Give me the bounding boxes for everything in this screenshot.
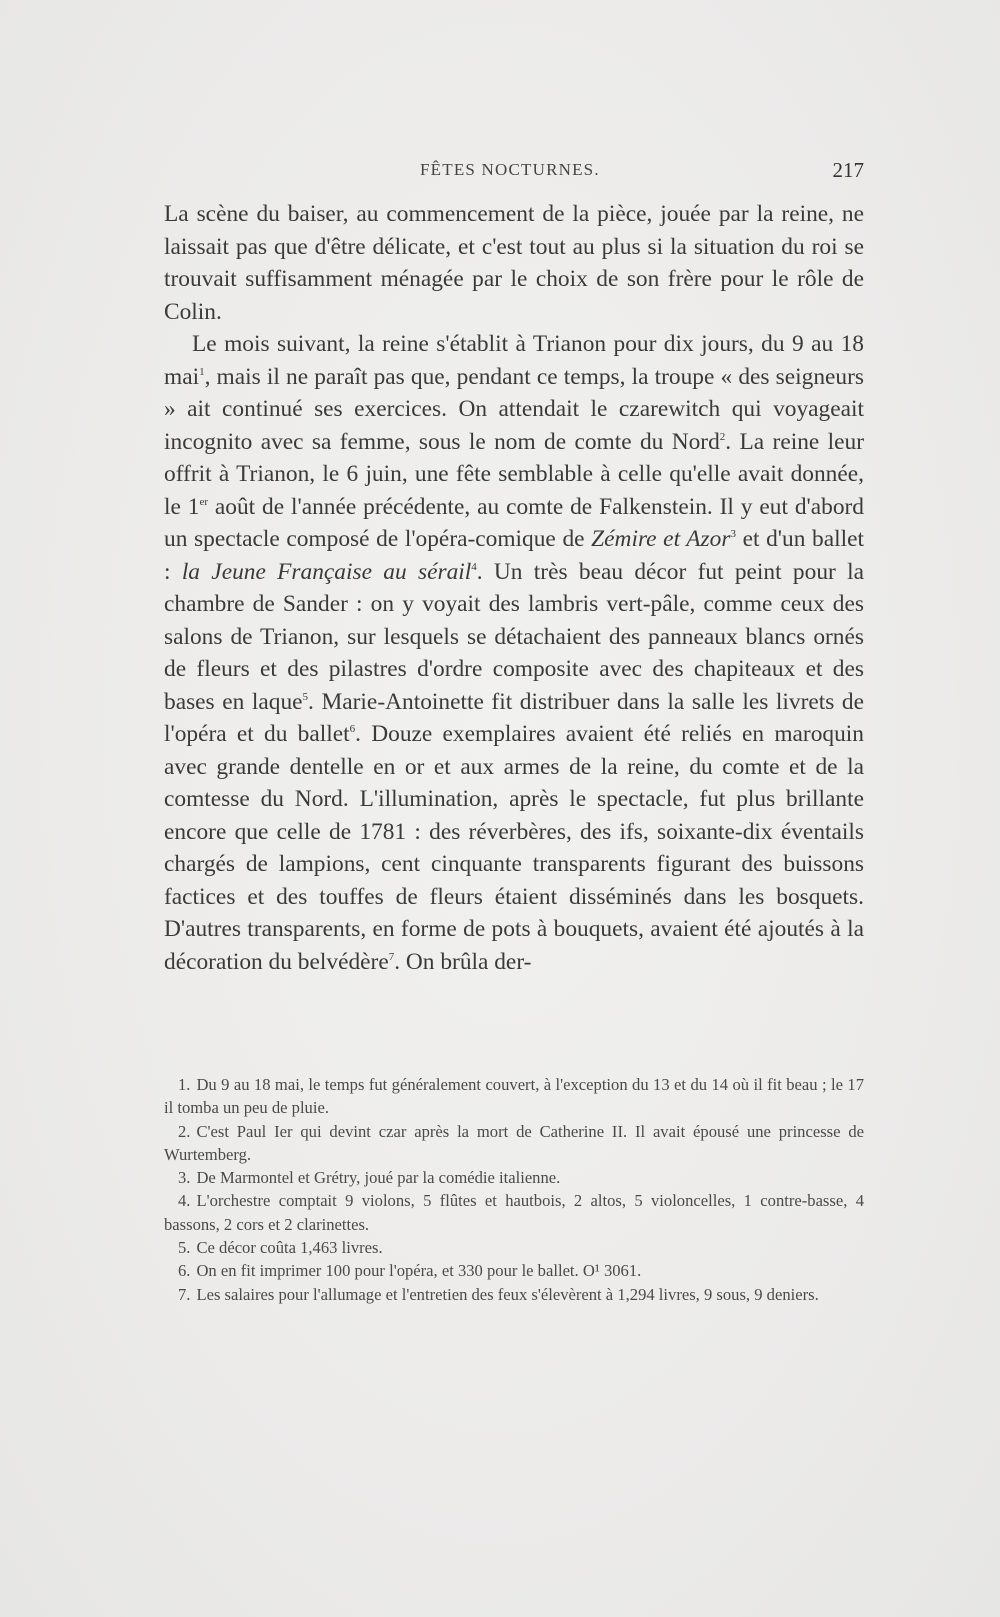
footnote-ref-5: 5 bbox=[302, 690, 309, 703]
text-run: et d'un ballet : bbox=[164, 526, 864, 585]
footnote-text: C'est Paul Ier qui devint czar après la mort de Catherine II. Il avait épousé une princesse de Wurtemberg. bbox=[164, 1121, 864, 1164]
footnotes bbox=[164, 1073, 864, 1306]
text-run: . Marie-Antoinette fit distribuer dans la salle les livrets de l'opéra et du ballet bbox=[164, 688, 864, 747]
footnote-ref-1: 1 bbox=[199, 365, 205, 378]
footnote-text: L'orchestre comptait 9 violons, 5 flûtes et hautbois, 2 altos, 5 violoncelles, 1 contre-basse, 4 bassons, 2 cors et 2 clarinettes. bbox=[164, 1191, 864, 1234]
footnote-number: 5. bbox=[178, 1238, 191, 1258]
footnote bbox=[164, 1120, 864, 1167]
footnote-ref-4: 4 bbox=[471, 560, 477, 573]
paragraph-2 bbox=[164, 328, 864, 978]
body-text bbox=[164, 198, 864, 978]
footnote-number: 2. bbox=[178, 1121, 191, 1141]
footnote-number: 1. bbox=[178, 1075, 191, 1094]
text-run: , mais il ne paraît pas que, pendant ce temps, la troupe « des seigneurs » ait continué ses exercices. On attendait le czarewitch qui voyageait incognito avec sa femme, sous le nom de comte du Nord bbox=[164, 363, 864, 455]
footnote-text: Ce décor coûta 1,463 livres. bbox=[196, 1238, 383, 1258]
paragraph-1: La scène du baiser, au commencement de la pièce, jouée par la reine, ne laissait pas que d'être délicate, et c'est tout au plus si la situation du roi se trouvait suffisamment ménagée par le choix de son frère pour le rôle de Colin. bbox=[164, 201, 864, 325]
footnote-text: Les salaires pour l'allumage et l'entretien des feux s'élevèrent à 1,294 livres, 9 sous, 9 deniers. bbox=[196, 1284, 819, 1304]
footnote-text: De Marmontel et Grétry, joué par la comédie italienne. bbox=[196, 1168, 561, 1188]
footnote-text: Du 9 au 18 mai, le temps fut généralement couvert, à l'exception du 13 et du 14 où il fit beau ; le 17 il tomba un peu de pluie. bbox=[164, 1075, 864, 1118]
text-run: Le mois suivant, la reine s'établit à Trianon pour dix jours, du 9 au 18 mai bbox=[164, 331, 864, 390]
footnote-number: 4. bbox=[178, 1191, 191, 1211]
footnote-ref-2: 2 bbox=[719, 430, 726, 443]
text-run: . On brûla der- bbox=[394, 948, 532, 975]
opera-title: Zémire et Azor bbox=[591, 526, 731, 552]
footnote bbox=[164, 1259, 864, 1282]
footnote-number: 6. bbox=[178, 1261, 191, 1281]
ordinal-suffix: er bbox=[199, 495, 209, 508]
footnote-ref-3: 3 bbox=[730, 528, 736, 541]
text-run: . La reine leur offrit à Trianon, le 6 juin, une fête semblable à celle qu'elle avait donnée, le 1 bbox=[164, 428, 864, 520]
footnote bbox=[164, 1236, 864, 1259]
footnote bbox=[164, 1073, 864, 1120]
ballet-title: la Jeune Française au sérail bbox=[181, 558, 472, 585]
footnote bbox=[164, 1166, 864, 1189]
text-run: . Douze exemplaires avaient été reliés en maroquin avec grande dentelle en or et aux armes de la reine, du comte et de la comtesse du Nord. L'illumination, après le spectacle, fut plus brillante encore que celle de 1781 : des réverbères, des ifs, soixante-dix éventails chargés de lampions, cent cinquante transparents figurant des buissons factices et des touffes de fleurs étaient disséminés dans les bosquets. D'autres transparents, en forme de pots à bouquets, avaient été ajoutés à la décoration du belvédère bbox=[164, 721, 864, 975]
footnote-ref-6: 6 bbox=[349, 723, 356, 736]
page-number: 217 bbox=[832, 158, 864, 182]
footnote-number: 3. bbox=[178, 1168, 191, 1188]
text-run: août de l'année précédente, au comte de Falkenstein. Il y eut d'abord un spectacle composé de l'opéra-comique de bbox=[164, 493, 864, 552]
text-run: . Un très beau décor fut peint pour la chambre de Sander : on y voyait des lambris vert-pâle, comme ceux des salons de Trianon, sur lesquels se détachaient des panneaux blancs ornés de fleurs et des pilastres d'ordre composite avec des chapiteaux et des bases en laque bbox=[164, 558, 864, 715]
footnote bbox=[164, 1189, 864, 1236]
running-title: FÊTES NOCTURNES. bbox=[420, 160, 600, 179]
footnote bbox=[164, 1283, 864, 1306]
footnote-text: On en fit imprimer 100 pour l'opéra, et 330 pour le ballet. O¹ 3061. bbox=[196, 1261, 642, 1281]
page-header bbox=[164, 160, 864, 186]
footnote-ref-7: 7 bbox=[388, 950, 395, 963]
footnote-number: 7. bbox=[178, 1284, 191, 1304]
